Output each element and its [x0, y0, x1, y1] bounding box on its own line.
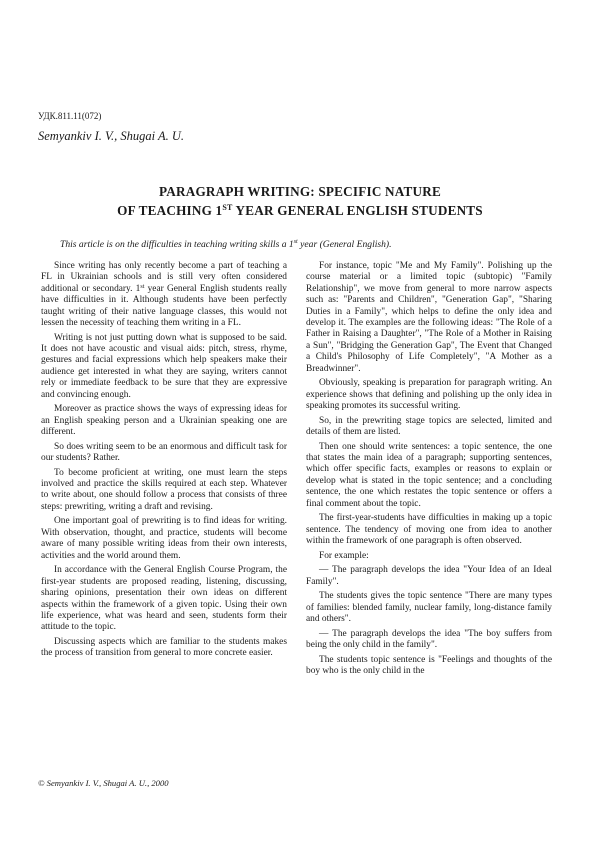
title-line-2-pre: OF TEACHING 1: [117, 202, 223, 218]
udk-code: УДК.811.11(072): [38, 111, 102, 121]
authors: Semyankiv I. V., Shugai A. U.: [38, 129, 185, 143]
title-line-1: PARAGRAPH WRITING: SPECIFIC NATURE: [159, 184, 441, 199]
left-column: [41, 261, 287, 663]
paragraph: Writing is not just putting down what is supposed to be said. It does not have acoustic and visual aids: pitch, stress, rhyme, gestures and facial expressions which help speakers make their audience get interested in what they are saying, writers cannot rely or immediate feedback to be sure that they are expressive and convincing enough.: [41, 332, 287, 400]
paragraph: — The paragraph develops the idea "The boy suffers from being the only child in the family".: [306, 628, 552, 651]
paragraph: The students gives the topic sentence "There are many types of families: blended family, nuclear family, long-distance family and others".: [306, 591, 552, 625]
paragraph: For example:: [319, 550, 369, 561]
title-line-2-sup: ST: [222, 202, 233, 212]
right-column: [306, 261, 552, 681]
abstract-pre: This article is on the difficulties in teaching writing skills a 1: [60, 239, 294, 250]
paper-title: [40, 183, 560, 220]
paragraph: In accordance with the General English Course Program, the first-year students are proposed reading, listening, discussing, sharing opinions, presentation their own ideas on different aspects within the framework of a given topic. Using their own life experience, what was heard and seen, students form their attitude to the topic.: [41, 565, 287, 633]
title-line-2: [40, 202, 560, 221]
paragraph: The students topic sentence is "Feelings and thoughts of the boy who is the only child in the: [306, 654, 552, 677]
title-line-2-post: YEAR GENERAL ENGLISH STUDENTS: [232, 202, 483, 218]
abstract-sup: st: [293, 239, 298, 245]
paragraph: So does writing seem to be an enormous and difficult task for our students? Rather.: [41, 441, 287, 464]
paragraph: Then one should write sentences: a topic sentence, the one that states the main idea of a paragraph; supporting sentences, which offer specific facts, examples or reasons to explain or develop what is stated in the topic sentence; and a concluding sentence, the one which restates the topic sentence or offers a final comment about the topic.: [306, 441, 552, 509]
paragraph: Discussing aspects which are familiar to the students makes the process of transition from general to more concrete easier.: [41, 636, 287, 659]
abstract-post: year (General English).: [297, 239, 392, 250]
paragraph: For instance, topic "Me and My Family". Polishing up the course material or a limited topic (subtopic) "Family Relationship", we move from general to more narrow aspects such as: "Parents and Children", "Generation Gap", "Sharing Duties in a Family", which helps to define the only idea and develop it. The examples are the following ideas: "The Role of a Father in Raising a Daughter", "The Role of a Mother in Raising a Sun", "Bridging the Generation Gap", The Event that Changed a Child's Philosophy of Life Completely", "A Mother as a Breadwinner".: [306, 261, 552, 374]
paragraph: Obviously, speaking is preparation for paragraph writing. An experience shows that defining and polishing up the only idea in speaking promotes its successful writing.: [306, 378, 552, 412]
paragraph: So, in the prewriting stage topics are selected, limited and details of them are listed.: [306, 415, 552, 438]
abstract: [60, 238, 550, 251]
paragraph: One important goal of prewriting is to find ideas for writing. With observation, thought, and practice, students will become aware of many possible writing ideas from their own interests, activities and the world around them.: [41, 516, 287, 561]
copyright-footer: © Semyankiv I. V., Shugai A. U., 2000: [38, 778, 169, 788]
paragraph: — The paragraph develops the idea "Your Idea of an Ideal Family".: [306, 565, 552, 587]
paragraph-text: year General English students really have difficulties in it. Although students have been perfectly taught writing of their native language classes, this would not lessen the necessity of teaching them writing in a FL.: [41, 283, 287, 329]
paragraph: Moreover as practice shows the ways of expressing ideas for an English speaking person and a Ukrainian speaking one are different.: [41, 404, 287, 438]
ordinal-sup: st: [140, 283, 145, 290]
paragraph: To become proficient at writing, one must learn the steps involved and practice the skills required at each step. Whatever to write about, one should follow a process that consists of three steps: prewriting, writing a draft and revising.: [41, 467, 287, 512]
paragraph: The first-year-students have difficulties in making up a topic sentence. The tendency of moving one from idea to another within the framework of one paragraph is often observed.: [306, 513, 552, 547]
paragraph: [41, 261, 287, 329]
paragraph-text: Since writing has only recently become a part of teaching a FL in Ukrainian schools and is still very often considered additional or secondary. 1: [41, 261, 287, 294]
